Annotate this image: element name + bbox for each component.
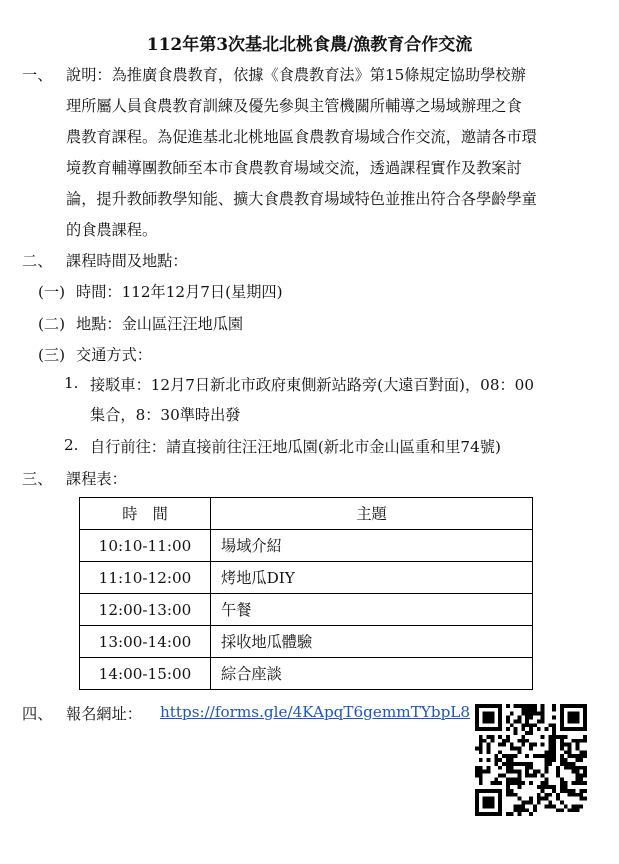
subitem-3-marker: (三) bbox=[38, 346, 66, 364]
transport-1-line-1: 接駁車：12月7日新北市政府東側新站路旁(大遠百對面)，08：00 bbox=[90, 376, 534, 394]
subitem-2-text: 地點：金山區汪汪地瓜園 bbox=[76, 315, 244, 333]
subitem-2-marker: (二) bbox=[38, 315, 66, 333]
row-topic: 採收地瓜體驗 bbox=[211, 626, 533, 658]
transport-1-line-2: 集合，8：30準時出發 bbox=[90, 406, 241, 424]
row-time: 13:00-14:00 bbox=[80, 626, 211, 658]
section-2-label: 課程時間及地點： bbox=[66, 252, 188, 270]
table-row bbox=[80, 594, 533, 626]
section-1-line-4: 境教育輔導團教師至本市食農教育場域交流，透過課程實作及教案討 bbox=[66, 159, 522, 177]
subitem-1-text: 時間：112年12月7日(星期四) bbox=[76, 283, 283, 301]
section-1-line-3: 農教育課程。為促進基北北桃地區食農教育場域合作交流，邀請各市環 bbox=[66, 128, 537, 146]
schedule-header-row bbox=[80, 498, 533, 530]
section-3-marker: 三、 bbox=[22, 470, 53, 488]
section-1-marker: 一、 bbox=[22, 66, 53, 84]
section-1-line-5: 論，提升教師教學知能、擴大食農教育場域特色並推出符合各學齡學童 bbox=[66, 190, 537, 208]
section-1-text: 為推廣食農教育，依據《食農教育法》第15條規定協助學校辦 bbox=[111, 66, 526, 84]
section-1-line-2: 理所屬人員食農教育訓練及優先參與主管機關所輔導之場域辦理之食 bbox=[66, 97, 522, 115]
transport-2-line-1: 自行前往：請直接前往汪汪地瓜園(新北市金山區重和里74號) bbox=[90, 438, 501, 456]
header-topic: 主題 bbox=[211, 498, 533, 530]
row-time: 12:00-13:00 bbox=[80, 594, 211, 626]
row-topic: 綜合座談 bbox=[211, 658, 533, 690]
document-title: 112年第3次基北北桃食農/漁教育合作交流 bbox=[146, 35, 473, 55]
row-topic: 烤地瓜DIY bbox=[211, 562, 533, 594]
section-1-line-6: 的食農課程。 bbox=[66, 221, 158, 239]
subitem-3-text: 交通方式： bbox=[76, 346, 152, 364]
transport-2-marker: 2. bbox=[64, 436, 79, 454]
row-time: 10:10-11:00 bbox=[80, 530, 211, 562]
section-2-marker: 二、 bbox=[22, 252, 53, 270]
section-4-label: 報名網址： bbox=[66, 705, 142, 723]
section-4-marker: 四、 bbox=[22, 705, 53, 723]
table-row bbox=[80, 530, 533, 562]
transport-1-marker: 1. bbox=[64, 374, 79, 392]
section-1-line-1 bbox=[66, 64, 526, 85]
schedule-table bbox=[79, 497, 533, 690]
section-1-label: 說明： bbox=[66, 66, 112, 84]
subitem-1-marker: (一) bbox=[38, 283, 66, 301]
table-row bbox=[80, 626, 533, 658]
table-row bbox=[80, 658, 533, 690]
header-time: 時 間 bbox=[80, 498, 211, 530]
table-row bbox=[80, 562, 533, 594]
row-time: 11:10-12:00 bbox=[80, 562, 211, 594]
qr-code-icon bbox=[475, 704, 587, 816]
registration-link[interactable]: https://forms.gle/4KApqT6gemmTYbpL8 bbox=[160, 703, 471, 721]
section-3-label: 課程表： bbox=[66, 470, 127, 488]
row-topic: 午餐 bbox=[211, 594, 533, 626]
row-topic: 場域介紹 bbox=[211, 530, 533, 562]
row-time: 14:00-15:00 bbox=[80, 658, 211, 690]
